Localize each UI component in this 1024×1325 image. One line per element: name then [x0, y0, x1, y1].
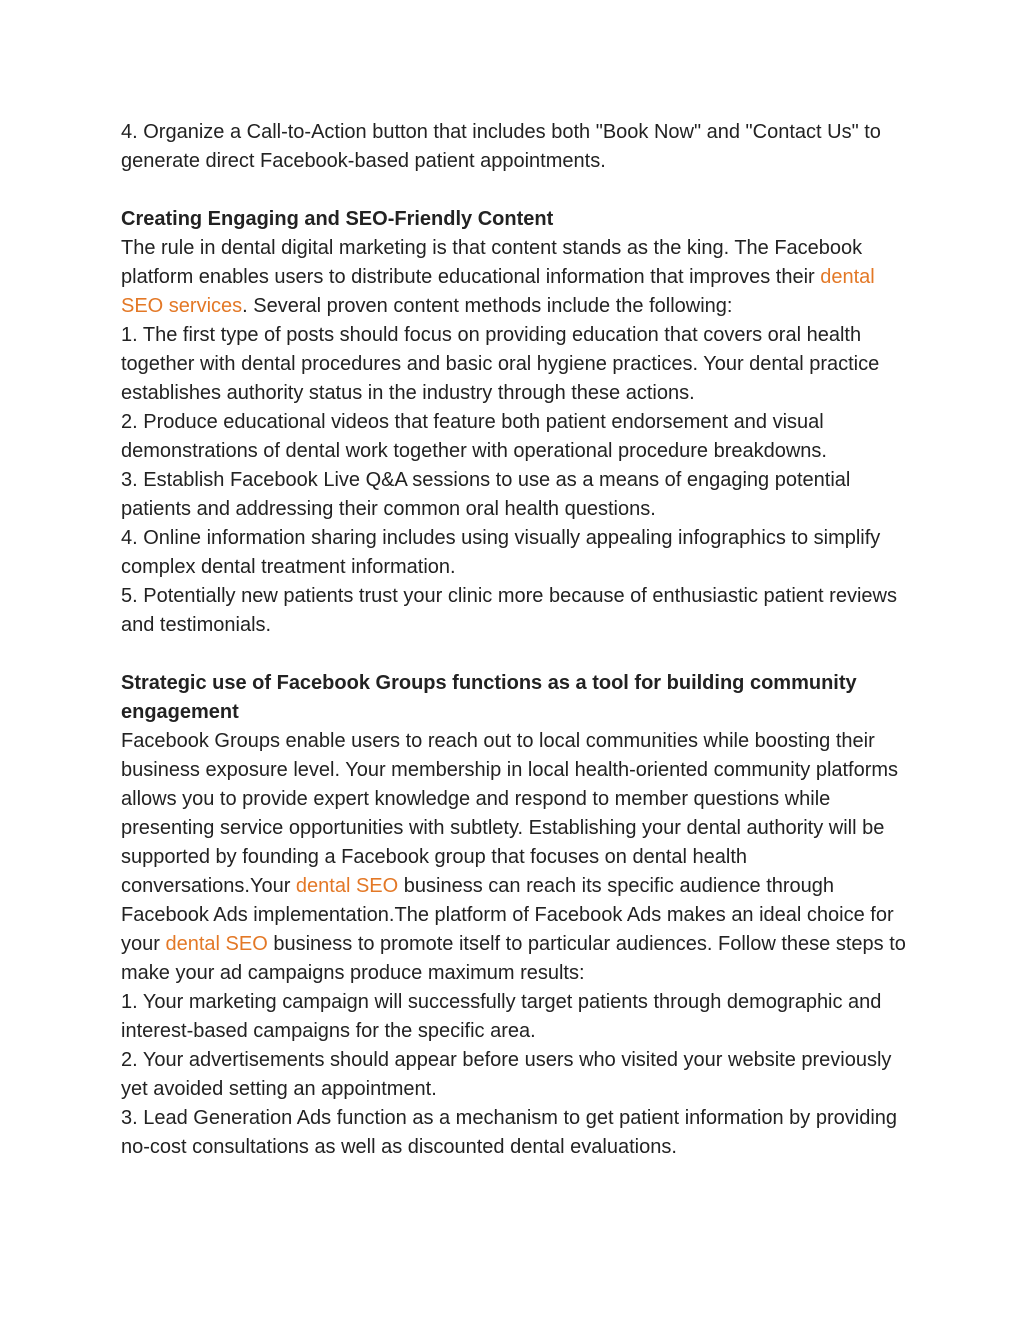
dental-seo-link[interactable]: dental SEO: [295, 875, 399, 897]
body-text: business can reach its specific audience through Facebook Ads implementation.The platform of Facebook Ads makes an ideal choice for your: [121, 875, 894, 955]
paragraph-gap: [121, 640, 921, 669]
body-text: . Several proven content methods include the following:: [242, 295, 733, 317]
list-item: 2. Your advertisements should appear before users who visited your website previously yet avoided setting an appointment.: [121, 1049, 892, 1100]
section-body-content: [121, 234, 921, 321]
list-item: 3. Lead Generation Ads function as a mechanism to get patient information by providing no-cost consultations as well as discounted dental evaluations.: [121, 1107, 898, 1158]
section-body-groups: [121, 727, 921, 988]
body-text: business to promote itself to particular audiences. Follow these steps to make your ad campaigns produce maximum results:: [121, 933, 906, 984]
list-item: 1. Your marketing campaign will successfully target patients through demographic and interest-based campaigns for the specific area.: [121, 991, 882, 1042]
list-item-call-to-action: 4. Organize a Call-to-Action button that includes both "Book Now" and "Contact Us" to generate direct Facebook-based patient appointments.: [121, 121, 881, 172]
dental-seo-link[interactable]: dental SEO: [165, 933, 268, 955]
section-heading-content: Creating Engaging and SEO-Friendly Content: [121, 208, 554, 230]
list-item: 2. Produce educational videos that feature both patient endorsement and visual demonstrations of dental work together with operational procedure breakdowns.: [121, 411, 827, 462]
list-item: 4. Online information sharing includes using visually appealing infographics to simplify complex dental treatment information.: [121, 527, 881, 578]
body-text: The rule in dental digital marketing is that content stands as the king. The Facebook platform enables users to distribute educational information that improves their: [121, 237, 863, 288]
document-page: [121, 118, 921, 1162]
list-item: 3. Establish Facebook Live Q&A sessions to use as a means of engaging potential patients and addressing their common oral health questions.: [121, 469, 851, 520]
paragraph-gap: [121, 176, 921, 205]
list-item: 5. Potentially new patients trust your clinic more because of enthusiastic patient reviews and testimonials.: [121, 585, 897, 636]
dental-seo-services-link[interactable]: dental SEO services: [121, 266, 875, 317]
body-text: Facebook Groups enable users to reach out to local communities while boosting their business exposure level. Your membership in local health-oriented community platforms allows you to provide expert knowledge and respond to member questions while presenting service opportunities with subtlety. Establishing your dental authority will be supported by founding a Facebook group that focuses on dental health conversations.Your: [121, 730, 899, 897]
section-heading-groups: Strategic use of Facebook Groups functions as a tool for building community engagement: [121, 672, 857, 723]
list-item: 1. The first type of posts should focus on providing education that covers oral health together with dental procedures and basic oral hygiene practices. Your dental practice establishes authority status in the industry through these actions.: [121, 324, 880, 404]
